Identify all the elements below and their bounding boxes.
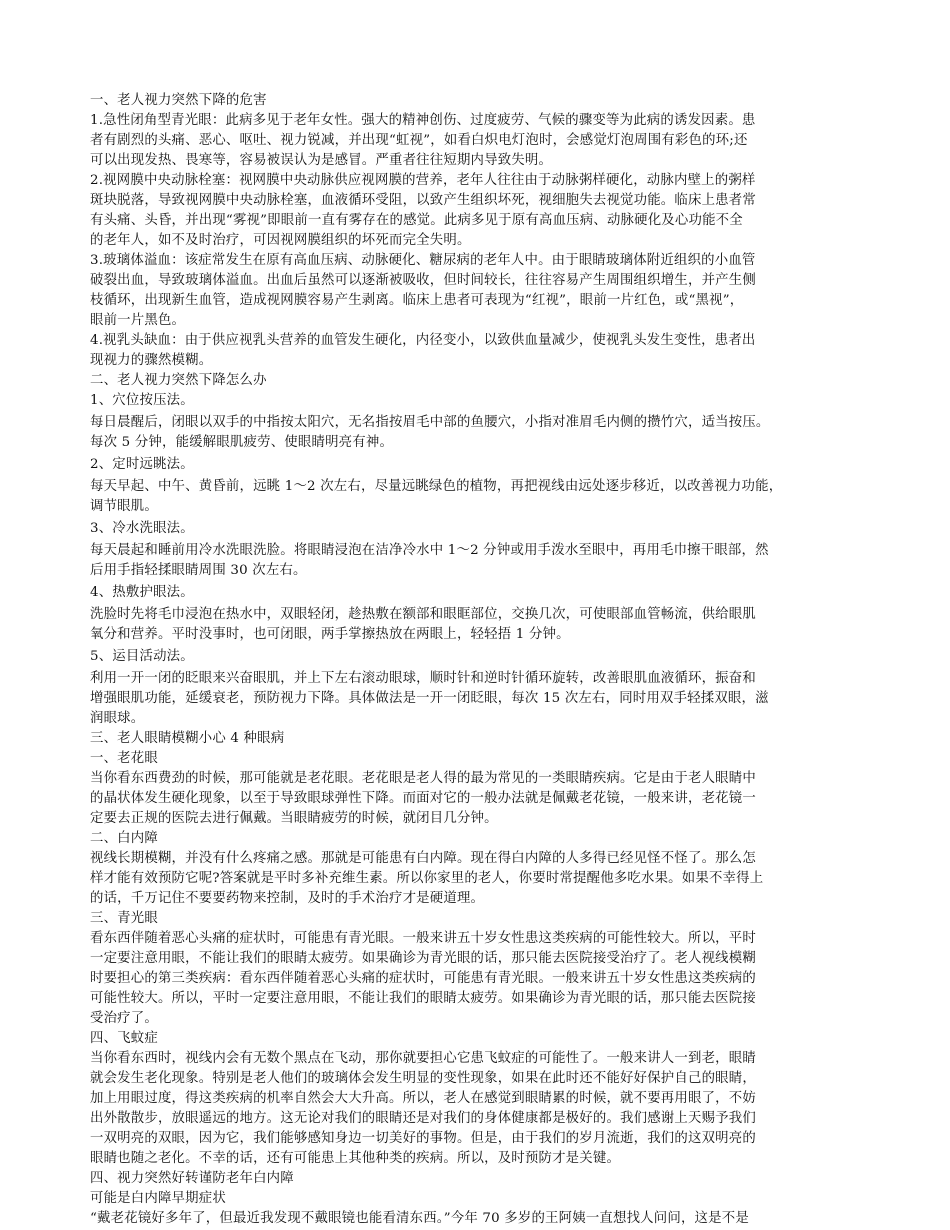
text-line: 时要担心的第三类疾病：看东西伴随着恶心头痛的症状时，可能患有青光眼。一般来讲五十岁女性患这类疾病的: [90, 971, 756, 986]
text-line: 当你看东西时，视线内会有无数个黑点在飞动，那你就要担心它患飞蚊症的可能性了。一般来讲人一到老，眼睛: [90, 1051, 756, 1066]
text-line: 1.急性闭角型青光眼：此病多见于老年女性。强大的精神创伤、过度疲劳、气候的骤变等为此病的诱发因素。患: [90, 113, 756, 128]
text-line: 现视力的骤然模糊。: [90, 353, 213, 368]
text-line: 看东西伴随着恶心头痛的症状时，可能患有青光眼。一般来讲五十岁女性患这类疾病的可能性较大。所以，平时: [90, 931, 756, 946]
text-line: 后用手指轻揉眼睛周围 30 次左右。: [90, 563, 307, 578]
text-line: 四、视力突然好转谨防老年白内障: [90, 1171, 294, 1186]
text-line: 氧分和营养。平时没事时，也可闭眼，两手掌擦热放在两眼上，轻轻捂 1 分钟。: [90, 627, 570, 642]
text-line: 可能是白内障早期症状: [90, 1191, 226, 1206]
text-line: 增强眼肌功能，延缓衰老，预防视力下降。具体做法是一开一闭眨眼，每次 15 次左右，同时用双手轻揉双眼，滋: [90, 691, 769, 706]
text-line: 的老年人，如不及时治疗，可因视网膜组织的坏死而完全失明。: [90, 233, 471, 248]
text-line: 受治疗了。: [90, 1011, 158, 1026]
text-line: 一、老花眼: [90, 751, 158, 766]
text-line: 有头痛、头昏，并出现“雾视”即眼前一直有雾存在的感觉。此病多见于原有高血压病、动脉硬化及心功能不全: [90, 213, 743, 228]
text-line: 样才能有效预防它呢?答案就是平时多补充维生素。所以你家里的老人，你要时常提醒他多吃水果。如果不幸得上: [90, 871, 764, 886]
text-line: “戴老花镜好多年了，但最近我发现不戴眼镜也能看清东西。”今年 70 多岁的王阿姨一直想找人问问，这是不是: [90, 1211, 749, 1226]
text-line: 洗脸时先将毛巾浸泡在热水中，双眼轻闭，趁热敷在额部和眼眶部位，交换几次，可使眼部血管畅流，供给眼肌: [90, 607, 756, 622]
text-line: 二、白内障: [90, 831, 158, 846]
text-line: 3、冷水洗眼法。: [90, 521, 194, 536]
text-line: 者有剧烈的头痛、恶心、呕吐、视力锐减，并出现“虹视”，如看白炽电灯泡时，会感觉灯泡周围有彩色的环;还: [90, 133, 748, 148]
text-line: 破裂出血，导致玻璃体溢血。出血后虽然可以逐渐被吸收，但时间较长，往往容易产生周围组织增生，并产生侧: [90, 273, 756, 288]
document-body: [90, 91, 860, 1229]
text-line: 加上用眼过度，得这类疾病的机率自然会大大升高。所以，老人在感觉到眼睛累的时候，就不要再用眼了，不妨: [90, 1091, 756, 1106]
text-line: 可能性较大。所以，平时一定要注意用眼，不能让我们的眼睛太疲劳。如果确诊为青光眼的话，那只能去医院接: [90, 991, 756, 1006]
text-line: 4.视乳头缺血：由于供应视乳头营养的血管发生硬化，内径变小，以致供血量减少，使视乳头发生变性，患者出: [90, 333, 756, 348]
text-line: 三、青光眼: [90, 911, 158, 926]
text-line: 润眼球。: [90, 711, 145, 726]
text-line: 每次 5 分钟，能缓解眼肌疲劳、使眼睛明亮有神。: [90, 435, 394, 450]
text-line: 眼前一片黑色。: [90, 313, 186, 328]
text-line: 一双明亮的双眼，因为它，我们能够感知身边一切美好的事物。但是，由于我们的岁月流逝，我们的这双明亮的: [90, 1131, 756, 1146]
text-line: 出外散散步，放眼遥远的地方。这无论对我们的眼睛还是对我们的身体健康都是极好的。我们感谢上天赐予我们: [90, 1111, 756, 1126]
text-line: 每日晨醒后，闭眼以双手的中指按太阳穴，无名指按眉毛中部的鱼腰穴，小指对准眉毛内侧的攒竹穴，适当按压。: [90, 415, 770, 430]
text-line: 2、定时远眺法。: [90, 457, 194, 472]
text-line: 每天晨起和睡前用冷水洗眼洗脸。将眼睛浸泡在洁净冷水中 1～2 分钟或用手泼水至眼中，再用毛巾擦干眼部，然: [90, 543, 769, 558]
text-line: 就会发生老化现象。特别是老人他们的玻璃体会发生明显的变性现象，如果在此时还不能好好保护自己的眼睛，: [90, 1071, 756, 1086]
text-line: 的话，千万记住不要要药物来控制，及时的手术治疗才是硬道理。: [90, 891, 485, 906]
text-line: 定要去正规的医院去进行佩戴。当眼睛疲劳的时候，就闭目几分钟。: [90, 811, 498, 826]
text-line: 4、热敷护眼法。: [90, 585, 194, 600]
text-line: 2.视网膜中央动脉栓塞：视网膜中央动脉供应视网膜的营养，老年人往往由于动脉粥样硬化，动脉内壁上的粥样: [90, 173, 756, 188]
text-line: 利用一开一闭的眨眼来兴奋眼肌，并上下左右滚动眼球，顺时针和逆时针循环旋转，改善眼肌血液循环，振奋和: [90, 671, 756, 686]
text-line: 5、运目活动法。: [90, 649, 194, 664]
text-line: 当你看东西费劲的时候，那可能就是老花眼。老花眼是老人得的最为常见的一类眼睛疾病。它是由于老人眼睛中: [90, 771, 756, 786]
text-line: 的晶状体发生硬化现象，以至于导致眼球弹性下降。而面对它的一般办法就是佩戴老花镜，一般来讲，老花镜一: [90, 791, 756, 806]
text-line: 调节眼肌。: [90, 499, 158, 514]
text-line: 枝循环，出现新生血管，造成视网膜容易产生剥离。临床上患者可表现为“红视”，眼前一片红色，或“黑视”，: [90, 293, 744, 308]
text-line: 四、飞蚊症: [90, 1031, 158, 1046]
text-line: 视线长期模糊，并没有什么疼痛之感。那就是可能患有白内障。现在得白内障的人多得已经见怪不怪了。那么怎: [90, 851, 756, 866]
text-line: 三、老人眼睛模糊小心 4 种眼病: [90, 731, 285, 746]
text-line: 一、老人视力突然下降的危害: [90, 93, 267, 108]
text-line: 一定要注意用眼，不能让我们的眼睛太疲劳。如果确诊为青光眼的话，那只能去医院接受治疗了。老人视线模糊: [90, 951, 756, 966]
text-line: 斑块脱落，导致视网膜中央动脉栓塞，血液循环受阻，以致产生组织坏死，视细胞失去视觉功能。临床上患者常: [90, 193, 756, 208]
text-line: 每天早起、中午、黄昏前，远眺 1～2 次左右，尽量远眺绿色的植物，再把视线由远处逐步移近，以改善视力功能，: [90, 479, 783, 494]
text-line: 1、穴位按压法。: [90, 393, 194, 408]
text-line: 可以出现发热、畏寒等，容易被误认为是感冒。严重者往往短期内导致失明。: [90, 153, 553, 168]
text-line: 3.玻璃体溢血：该症常发生在原有高血压病、动脉硬化、糖尿病的老年人中。由于眼睛玻璃体附近组织的小血管: [90, 253, 756, 268]
text-line: 二、老人视力突然下降怎么办: [90, 373, 267, 388]
text-line: 眼睛也随之老化。不幸的话，还有可能患上其他种类的疾病。所以，及时预防才是关键。: [90, 1151, 621, 1166]
